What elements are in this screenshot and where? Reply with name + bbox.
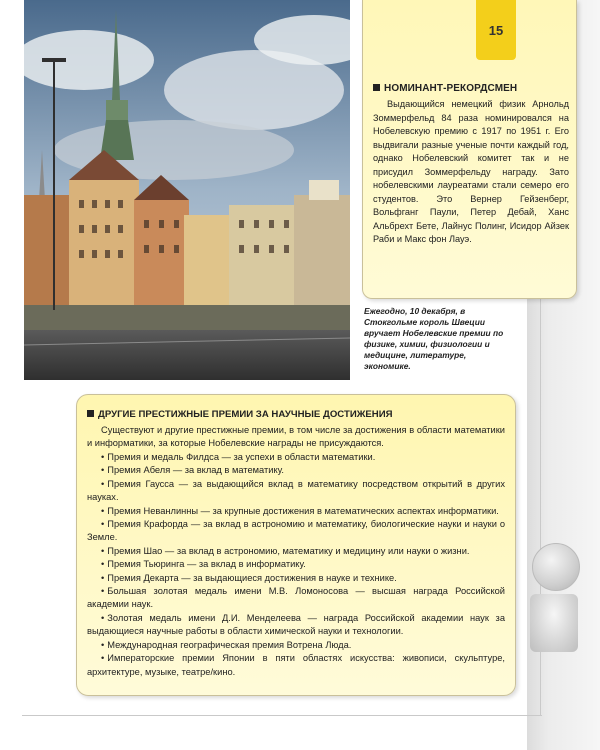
bullet-icon: • [101, 519, 105, 530]
list-item [87, 451, 505, 464]
prizes-box [76, 394, 516, 696]
list-item [87, 585, 505, 612]
stockholm-photo [24, 0, 350, 380]
bullet-icon: • [101, 545, 105, 556]
bullet-icon: • [101, 505, 105, 516]
list-item [87, 464, 505, 477]
bullet-icon: • [101, 639, 105, 650]
nominee-heading-text: НОМИНАНТ-РЕКОРДСМЕН [384, 83, 518, 94]
list-item [87, 652, 505, 679]
list-item-text: Золотая медаль имени Д.И. Менделеева — награда Российской академии наук за выдающиеся научные работы в области химической науки и технологии. [87, 612, 505, 637]
list-item [87, 572, 505, 585]
list-item-text: Императорские премии Японии в пяти областях искусства: живописи, скульптуре, архитектуре, музыке, театре/кино. [87, 653, 505, 677]
medal-thumbnail [532, 543, 580, 591]
list-item [87, 558, 505, 571]
bullet-icon: • [101, 465, 105, 476]
prizes-heading [87, 409, 505, 420]
bullet-icon: • [101, 572, 105, 583]
list-item [87, 612, 505, 639]
bullet-icon: • [101, 653, 105, 664]
list-item-text: Премия Крафорда — за вклад в астрономию и математику, биологические науки и науки о Земле. [87, 519, 505, 543]
list-item-text: Международная географическая премия Вотрена Люда. [107, 639, 352, 650]
bottom-rule [22, 715, 542, 716]
list-item-text: Премия Шао — за вклад в астрономию, математику и медицину или науки о жизни. [107, 545, 470, 556]
list-item-text: Премия Абеля — за вклад в математику. [107, 465, 284, 476]
list-item [87, 518, 505, 545]
nominee-heading [373, 83, 568, 94]
bullet-icon: • [101, 452, 105, 462]
statue-thumbnail [530, 594, 578, 652]
list-item-text: Премия Тьюринга — за вклад в информатику. [107, 559, 306, 570]
square-bullet-icon [373, 84, 380, 91]
prizes-intro: Существуют и другие престижные премии, в том числе за достижения в области математики и информатики, за которые Нобелевские награды не присуждаются. [87, 425, 505, 449]
photo-caption: Ежегодно, 10 декабря, в Стокгольме король Швеции вручает Нобелевские премии по физике, химии, физиологии и медицине, литературе, экономике. [364, 306, 504, 371]
list-item [87, 639, 505, 652]
list-item-text: Большая золотая медаль имени М.В. Ломоносова — высшая награда Российской академии наук. [87, 586, 505, 610]
bullet-icon: • [101, 478, 105, 489]
prizes-heading-text: ДРУГИЕ ПРЕСТИЖНЫЕ ПРЕМИИ ЗА НАУЧНЫЕ ДОСТИЖЕНИЯ [98, 409, 393, 420]
list-item [87, 505, 505, 518]
bullet-icon: • [101, 612, 105, 623]
list-item-text: Премия Декарта — за выдающиеся достижения в науке и технике. [107, 572, 397, 583]
list-item-text: Премия и медаль Филдса — за успехи в области математики. [107, 452, 376, 462]
list-item-text: Премия Неванлинны — за крупные достижения в математических аспектах информатики. [107, 505, 499, 516]
page-number: 15 [476, 0, 516, 60]
list-item [87, 478, 505, 505]
square-bullet-icon [87, 410, 94, 417]
prizes-list [87, 451, 505, 679]
list-item-text: Премия Гаусса — за выдающийся вклад в математику посредством открытий в других науках. [87, 478, 505, 503]
bullet-icon: • [101, 559, 105, 570]
list-item [87, 545, 505, 558]
nominee-body: Выдающийся немецкий физик Арнольд Зоммерфельд 84 раза номинировался на Нобелевскую премию с 1917 по 1951 г. Его выдвигали разные ученые почти каждый год, однако Нобелевский комитет так и не присудил Зоммерфельду награду. Зато нобелевскими лауреатами стали семеро его студентов. Это Вернер Гейзенберг, Вольфганг Паули, Петер Дебай, Ханс Альбрехт Бете, Лайнус Полинг, Исидор Айзек Раби и Макс фон Лауэ. [373, 99, 569, 245]
nominee-box [362, 0, 577, 299]
bullet-icon: • [101, 586, 105, 597]
